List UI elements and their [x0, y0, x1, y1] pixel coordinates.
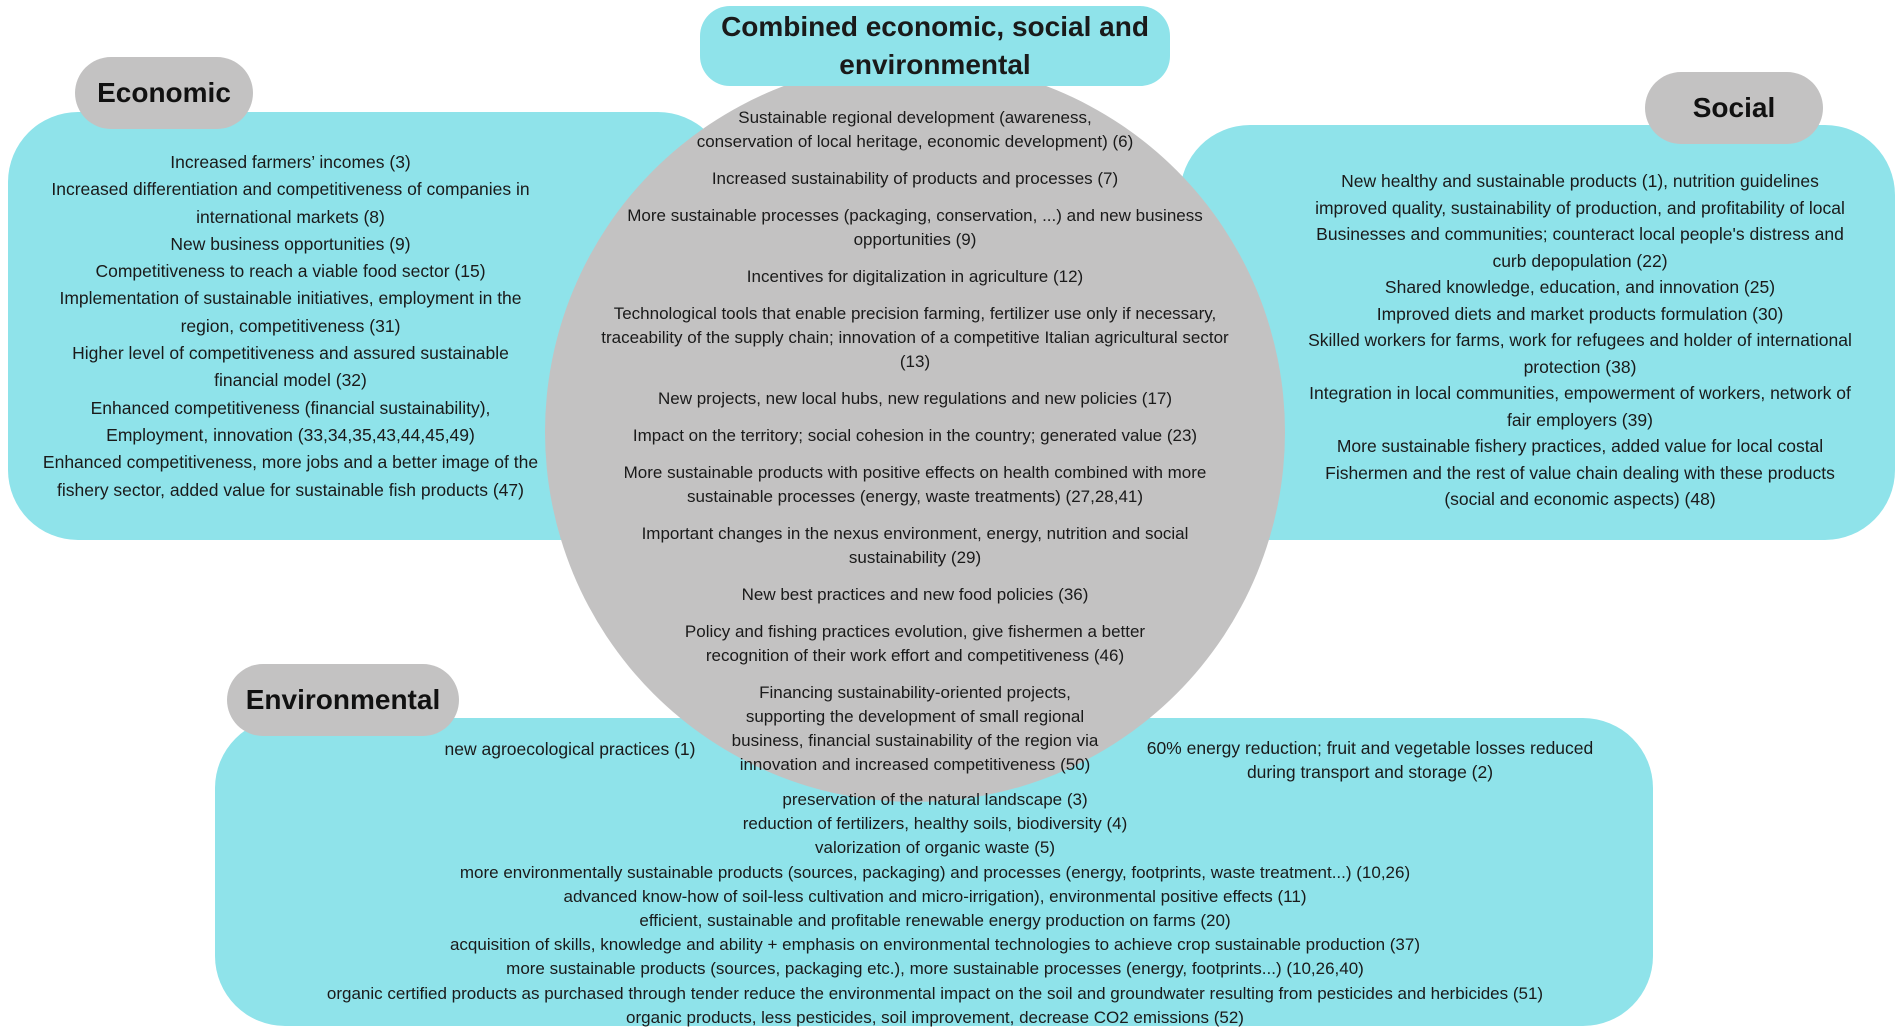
- env-item-left-text: new agroecological practices (1): [444, 739, 696, 759]
- combined-item-line: supporting the development of small regional: [745, 707, 1085, 726]
- combined-item: [560, 387, 1270, 411]
- social-line: Integration in local communities, empowerment of workers, network of: [1309, 383, 1851, 403]
- combined-item: [560, 522, 1270, 570]
- combined-item-line: New best practices and new food policies (36): [741, 585, 1089, 604]
- env-item-left: [380, 736, 760, 763]
- environmental-title: [227, 664, 459, 736]
- env-item-right: [1110, 736, 1630, 784]
- combined-item: [560, 583, 1270, 607]
- combined-item-line: sustainable processes (energy, waste treatments) (27,28,41): [686, 487, 1144, 506]
- combined-item: [560, 265, 1270, 289]
- economic-line: Employment, innovation (33,34,35,43,44,45,49): [106, 424, 475, 445]
- environmental-line: preservation of the natural landscape (3): [782, 790, 1088, 809]
- combined-item-line: New projects, new local hubs, new regulations and new policies (17): [657, 389, 1173, 408]
- combined-item-line: business, financial sustainability of the region via: [731, 731, 1099, 750]
- economic-items: [18, 149, 563, 504]
- economic-line: fishery sector, added value for sustainable fish products (47): [57, 479, 524, 500]
- environmental-line: organic certified products as purchased through tender reduce the environmental impact on the soil and groundwater resulting from pesticides and herbicides (51): [326, 983, 1544, 1003]
- social-line: New healthy and sustainable products (1), nutrition guidelines: [1341, 171, 1819, 191]
- social-line: fair employers (39): [1507, 409, 1653, 430]
- economic-line: financial model (32): [214, 370, 367, 391]
- economic-line: Enhanced competitiveness, more jobs and a better image of the: [42, 452, 539, 473]
- environmental-line: more sustainable products (sources, packaging etc.), more sustainable processes (energy, footprints...) (10,26,40): [506, 959, 1364, 979]
- environmental-items: [225, 788, 1645, 1030]
- combined-item: [560, 424, 1270, 448]
- economic-line: Increased farmers’ incomes (3): [170, 152, 411, 172]
- economic-line: Enhanced competitiveness (financial sustainability),: [90, 397, 491, 418]
- combined-item: [560, 302, 1270, 374]
- social-line: curb depopulation (22): [1492, 250, 1668, 271]
- combined-item-line: Incentives for digitalization in agriculture (12): [746, 267, 1084, 286]
- environmental-line: acquisition of skills, knowledge and ability + emphasis on environmental technologies to achieve crop sustainable production (37): [449, 935, 1421, 955]
- combined-item-line: Technological tools that enable precision farming, fertilizer use only if necessary,: [613, 304, 1217, 323]
- combined-item-line: traceability of the supply chain; innovation of a competitive Italian agricultural sector: [601, 328, 1229, 347]
- social-line: Skilled workers for farms, work for refugees and holder of international: [1308, 330, 1852, 350]
- environmental-line: organic products, less pesticides, soil improvement, decrease CO2 emissions (52): [626, 1007, 1244, 1027]
- env-item-right-line-1: 60% energy reduction; fruit and vegetable losses reduced: [1146, 738, 1594, 758]
- environmental-line: more environmentally sustainable products (sources, packaging) and processes (energy, footprints, waste treatment...) (10,26): [459, 862, 1411, 882]
- economic-line: Increased differentiation and competitiveness of companies in: [51, 179, 530, 200]
- economic-line: Higher level of competitiveness and assured sustainable: [72, 343, 509, 364]
- combined-item-line: Policy and fishing practices evolution, give fishermen a better: [684, 622, 1146, 641]
- combined-item: [560, 167, 1270, 191]
- combined-title-line-1: Combined economic, social and: [721, 11, 1149, 42]
- social-line: (social and economic aspects) (48): [1444, 489, 1716, 509]
- social-line: Shared knowledge, education, and innovation (25): [1384, 277, 1776, 297]
- economic-line: international markets (8): [196, 206, 385, 227]
- social-title-text: Social: [1692, 92, 1776, 123]
- combined-item-line: (13): [899, 352, 931, 371]
- combined-item: [560, 106, 1270, 154]
- combined-item-line: Impact on the territory; social cohesion in the country; generated value (23): [632, 426, 1198, 445]
- combined-title: [700, 6, 1170, 86]
- social-title: [1645, 72, 1823, 144]
- environmental-title-text: Environmental: [245, 684, 441, 715]
- economic-line: New business opportunities (9): [170, 233, 411, 254]
- social-line: improved quality, sustainability of production, and profitability of local: [1315, 197, 1845, 218]
- social-line: Improved diets and market products formulation (30): [1376, 303, 1784, 324]
- combined-item-line: sustainability (29): [848, 548, 982, 567]
- environmental-line: valorization of organic waste (5): [814, 838, 1055, 858]
- combined-item: [560, 461, 1270, 509]
- env-item-right-line-2: during transport and storage (2): [1246, 762, 1494, 782]
- combined-item-line: Increased sustainability of products and processes (7): [711, 169, 1119, 188]
- combined-item-line: More sustainable products with positive effects on health combined with more: [623, 463, 1207, 482]
- combined-items: [560, 106, 1270, 790]
- social-line: protection (38): [1523, 356, 1637, 377]
- environmental-line: reduction of fertilizers, healthy soils, biodiversity (4): [742, 814, 1128, 834]
- combined-item: [560, 204, 1270, 252]
- environmental-line: efficient, sustainable and profitable renewable energy production on farms (20): [639, 911, 1231, 931]
- combined-item-line: opportunities (9): [853, 230, 977, 249]
- combined-item-line: recognition of their work effort and competitiveness (46): [705, 646, 1125, 665]
- social-line: Fishermen and the rest of value chain dealing with these products: [1325, 462, 1835, 483]
- combined-item-line: conservation of local heritage, economic development) (6): [696, 132, 1134, 151]
- combined-item: [560, 620, 1270, 668]
- combined-title-line-2: environmental: [839, 49, 1031, 80]
- social-line: Businesses and communities; counteract local people's distress and: [1316, 224, 1844, 244]
- combined-item-line: innovation and increased competitiveness (50): [739, 755, 1091, 774]
- combined-item-line: Sustainable regional development (awareness,: [738, 108, 1092, 127]
- economic-title: [75, 57, 253, 129]
- combined-item-line: More sustainable processes (packaging, conservation, ...) and new business: [627, 206, 1203, 225]
- economic-line: Competitiveness to reach a viable food sector (15): [95, 261, 486, 282]
- combined-item-line: Important changes in the nexus environment, energy, nutrition and social: [641, 524, 1189, 543]
- economic-title-text: Economic: [97, 77, 231, 108]
- social-line: More sustainable fishery practices, added value for local costal: [1336, 436, 1824, 456]
- economic-line: Implementation of sustainable initiatives, employment in the: [59, 288, 522, 309]
- social-items: [1275, 168, 1885, 513]
- environmental-line: advanced know-how of soil-less cultivation and micro-irrigation), environmental positive effects (11): [563, 886, 1307, 906]
- economic-line: region, competitiveness (31): [180, 315, 401, 336]
- combined-item-line: Financing sustainability-oriented projects,: [759, 683, 1071, 702]
